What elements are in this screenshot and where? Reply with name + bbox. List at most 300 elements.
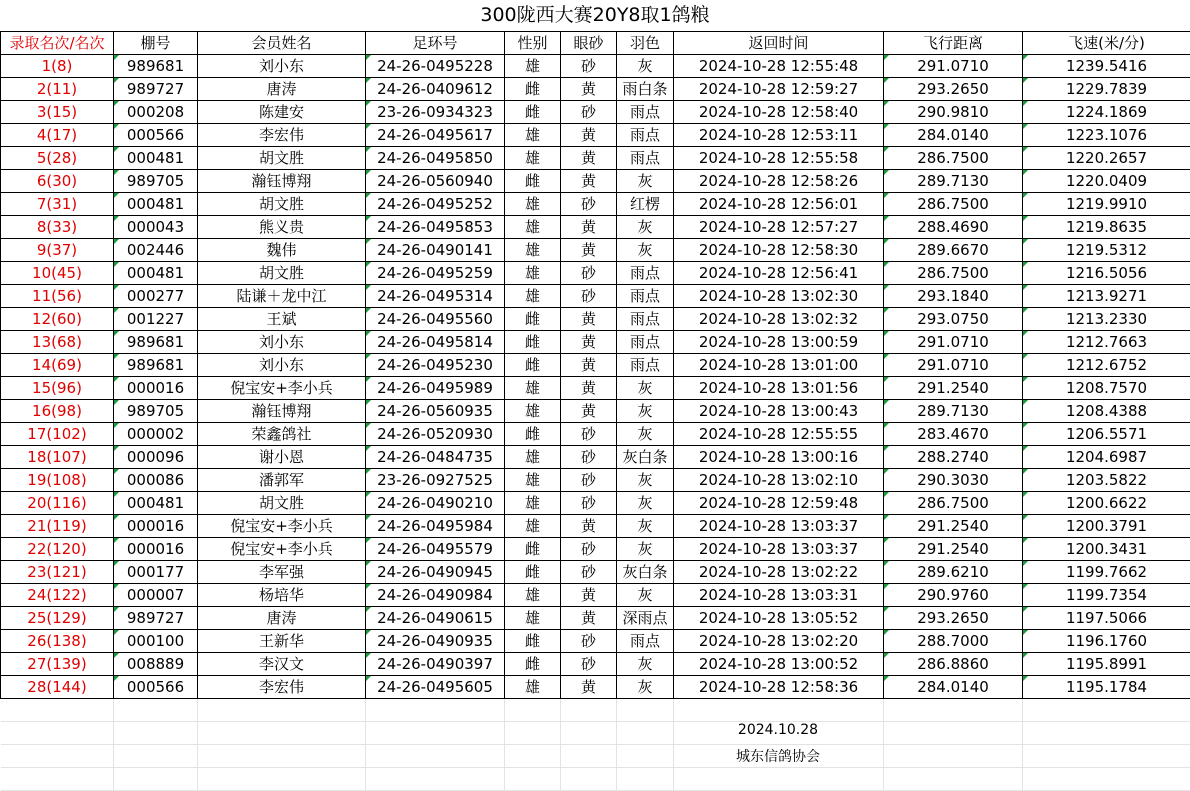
cell-sex[interactable]: 雄: [505, 515, 561, 538]
cell-feather-color[interactable]: 灰: [617, 676, 674, 699]
cell-loft-no[interactable]: 000177: [114, 561, 198, 584]
cell-return-time[interactable]: 2024-10-28 12:57:27: [674, 216, 884, 239]
empty-cell[interactable]: [505, 699, 561, 722]
cell-return-time[interactable]: 2024-10-28 13:02:30: [674, 285, 884, 308]
cell-eye-sand[interactable]: 黄: [561, 124, 617, 147]
cell-member-name[interactable]: 熊义贵: [198, 216, 366, 239]
cell-member-name[interactable]: 胡文胜: [198, 147, 366, 170]
header-sex[interactable]: 性别: [505, 32, 561, 55]
cell-flight-distance[interactable]: 284.0140: [884, 676, 1023, 699]
cell-flight-speed[interactable]: 1229.7839: [1023, 78, 1190, 101]
cell-sex[interactable]: 雌: [505, 78, 561, 101]
cell-flight-distance[interactable]: 291.0710: [884, 55, 1023, 78]
cell-flight-speed[interactable]: 1199.7662: [1023, 561, 1190, 584]
cell-flight-speed[interactable]: 1196.1760: [1023, 630, 1190, 653]
cell-flight-distance[interactable]: 286.7500: [884, 147, 1023, 170]
cell-return-time[interactable]: 2024-10-28 12:56:01: [674, 193, 884, 216]
empty-cell[interactable]: [114, 745, 198, 768]
cell-eye-sand[interactable]: 砂: [561, 446, 617, 469]
cell-feather-color[interactable]: 灰: [617, 216, 674, 239]
cell-rank[interactable]: 16(98): [1, 400, 114, 423]
cell-rank[interactable]: 18(107): [1, 446, 114, 469]
cell-rank[interactable]: 4(17): [1, 124, 114, 147]
cell-feather-color[interactable]: 灰: [617, 653, 674, 676]
cell-sex[interactable]: 雄: [505, 400, 561, 423]
cell-flight-speed[interactable]: 1216.5056: [1023, 262, 1190, 285]
cell-flight-speed[interactable]: 1220.2657: [1023, 147, 1190, 170]
cell-loft-no[interactable]: 000007: [114, 584, 198, 607]
cell-member-name[interactable]: 倪宝安+李小兵: [198, 515, 366, 538]
cell-loft-no[interactable]: 001227: [114, 308, 198, 331]
cell-eye-sand[interactable]: 黄: [561, 216, 617, 239]
cell-return-time[interactable]: 2024-10-28 12:55:48: [674, 55, 884, 78]
cell-flight-speed[interactable]: 1199.7354: [1023, 584, 1190, 607]
cell-flight-distance[interactable]: 283.4670: [884, 423, 1023, 446]
cell-sex[interactable]: 雄: [505, 239, 561, 262]
cell-eye-sand[interactable]: 砂: [561, 101, 617, 124]
cell-loft-no[interactable]: 989727: [114, 607, 198, 630]
cell-loft-no[interactable]: 000481: [114, 492, 198, 515]
cell-feather-color[interactable]: 灰: [617, 538, 674, 561]
cell-ring-no[interactable]: 24-26-0490615: [366, 607, 505, 630]
cell-member-name[interactable]: 王斌: [198, 308, 366, 331]
cell-flight-distance[interactable]: 290.9810: [884, 101, 1023, 124]
cell-eye-sand[interactable]: 砂: [561, 653, 617, 676]
cell-eye-sand[interactable]: 黄: [561, 308, 617, 331]
cell-rank[interactable]: 3(15): [1, 101, 114, 124]
cell-eye-sand[interactable]: 黄: [561, 377, 617, 400]
cell-flight-distance[interactable]: 289.7130: [884, 400, 1023, 423]
empty-cell[interactable]: [617, 699, 674, 722]
empty-cell[interactable]: [198, 699, 366, 722]
cell-loft-no[interactable]: 989705: [114, 170, 198, 193]
cell-flight-speed[interactable]: 1213.2330: [1023, 308, 1190, 331]
cell-sex[interactable]: 雄: [505, 55, 561, 78]
cell-sex[interactable]: 雄: [505, 285, 561, 308]
cell-flight-distance[interactable]: 291.2540: [884, 377, 1023, 400]
cell-ring-no[interactable]: 24-26-0495853: [366, 216, 505, 239]
cell-ring-no[interactable]: 24-26-0490210: [366, 492, 505, 515]
cell-sex[interactable]: 雄: [505, 193, 561, 216]
cell-flight-speed[interactable]: 1208.7570: [1023, 377, 1190, 400]
cell-loft-no[interactable]: 000566: [114, 124, 198, 147]
empty-cell[interactable]: [1, 745, 114, 768]
empty-cell[interactable]: [674, 768, 884, 791]
header-loft-no[interactable]: 棚号: [114, 32, 198, 55]
cell-feather-color[interactable]: 灰: [617, 400, 674, 423]
cell-sex[interactable]: 雌: [505, 561, 561, 584]
cell-sex[interactable]: 雌: [505, 101, 561, 124]
empty-cell[interactable]: [561, 768, 617, 791]
cell-flight-distance[interactable]: 286.8860: [884, 653, 1023, 676]
cell-member-name[interactable]: 瀚钰博翔: [198, 400, 366, 423]
cell-member-name[interactable]: 刘小东: [198, 331, 366, 354]
empty-cell[interactable]: [1023, 699, 1190, 722]
header-ring-no[interactable]: 足环号: [366, 32, 505, 55]
cell-member-name[interactable]: 李汉文: [198, 653, 366, 676]
cell-member-name[interactable]: 刘小东: [198, 55, 366, 78]
cell-return-time[interactable]: 2024-10-28 12:59:27: [674, 78, 884, 101]
cell-member-name[interactable]: 唐涛: [198, 78, 366, 101]
cell-flight-speed[interactable]: 1219.9910: [1023, 193, 1190, 216]
cell-ring-no[interactable]: 24-26-0490945: [366, 561, 505, 584]
cell-eye-sand[interactable]: 黄: [561, 676, 617, 699]
cell-sex[interactable]: 雄: [505, 607, 561, 630]
empty-cell[interactable]: [617, 722, 674, 745]
cell-rank[interactable]: 17(102): [1, 423, 114, 446]
cell-loft-no[interactable]: 000096: [114, 446, 198, 469]
cell-return-time[interactable]: 2024-10-28 12:58:30: [674, 239, 884, 262]
cell-flight-speed[interactable]: 1208.4388: [1023, 400, 1190, 423]
cell-return-time[interactable]: 2024-10-28 12:56:41: [674, 262, 884, 285]
cell-return-time[interactable]: 2024-10-28 13:00:59: [674, 331, 884, 354]
empty-cell[interactable]: [505, 722, 561, 745]
cell-eye-sand[interactable]: 黄: [561, 584, 617, 607]
cell-ring-no[interactable]: 24-26-0495617: [366, 124, 505, 147]
empty-cell[interactable]: [114, 722, 198, 745]
cell-feather-color[interactable]: 雨点: [617, 147, 674, 170]
cell-feather-color[interactable]: 灰: [617, 423, 674, 446]
cell-rank[interactable]: 5(28): [1, 147, 114, 170]
cell-eye-sand[interactable]: 砂: [561, 630, 617, 653]
cell-feather-color[interactable]: 雨点: [617, 630, 674, 653]
cell-loft-no[interactable]: 000277: [114, 285, 198, 308]
empty-cell[interactable]: [366, 699, 505, 722]
cell-flight-speed[interactable]: 1223.1076: [1023, 124, 1190, 147]
cell-flight-speed[interactable]: 1212.6752: [1023, 354, 1190, 377]
cell-return-time[interactable]: 2024-10-28 12:58:40: [674, 101, 884, 124]
cell-member-name[interactable]: 胡文胜: [198, 193, 366, 216]
cell-loft-no[interactable]: 000100: [114, 630, 198, 653]
cell-eye-sand[interactable]: 黄: [561, 400, 617, 423]
empty-cell[interactable]: [1023, 768, 1190, 791]
cell-rank[interactable]: 23(121): [1, 561, 114, 584]
header-flight-distance[interactable]: 飞行距离: [884, 32, 1023, 55]
cell-flight-speed[interactable]: 1203.5822: [1023, 469, 1190, 492]
cell-eye-sand[interactable]: 黄: [561, 354, 617, 377]
cell-flight-speed[interactable]: 1200.6622: [1023, 492, 1190, 515]
cell-rank[interactable]: 27(139): [1, 653, 114, 676]
cell-ring-no[interactable]: 24-26-0495314: [366, 285, 505, 308]
cell-flight-speed[interactable]: 1212.7663: [1023, 331, 1190, 354]
cell-flight-speed[interactable]: 1219.5312: [1023, 239, 1190, 262]
empty-cell[interactable]: [617, 768, 674, 791]
cell-loft-no[interactable]: 000016: [114, 515, 198, 538]
cell-return-time[interactable]: 2024-10-28 13:00:52: [674, 653, 884, 676]
cell-flight-speed[interactable]: 1206.5571: [1023, 423, 1190, 446]
cell-feather-color[interactable]: 灰: [617, 492, 674, 515]
cell-feather-color[interactable]: 雨点: [617, 262, 674, 285]
header-feather-color[interactable]: 羽色: [617, 32, 674, 55]
cell-feather-color[interactable]: 雨点: [617, 101, 674, 124]
cell-loft-no[interactable]: 000208: [114, 101, 198, 124]
cell-ring-no[interactable]: 24-26-0490935: [366, 630, 505, 653]
cell-eye-sand[interactable]: 砂: [561, 55, 617, 78]
cell-sex[interactable]: 雌: [505, 331, 561, 354]
cell-sex[interactable]: 雌: [505, 354, 561, 377]
cell-member-name[interactable]: 谢小恩: [198, 446, 366, 469]
cell-return-time[interactable]: 2024-10-28 13:03:31: [674, 584, 884, 607]
cell-eye-sand[interactable]: 砂: [561, 262, 617, 285]
cell-flight-distance[interactable]: 289.6210: [884, 561, 1023, 584]
cell-eye-sand[interactable]: 黄: [561, 239, 617, 262]
cell-flight-speed[interactable]: 1195.8991: [1023, 653, 1190, 676]
cell-eye-sand[interactable]: 砂: [561, 469, 617, 492]
cell-flight-speed[interactable]: 1239.5416: [1023, 55, 1190, 78]
cell-ring-no[interactable]: 24-26-0409612: [366, 78, 505, 101]
cell-member-name[interactable]: 刘小东: [198, 354, 366, 377]
cell-loft-no[interactable]: 008889: [114, 653, 198, 676]
cell-flight-distance[interactable]: 286.7500: [884, 193, 1023, 216]
cell-rank[interactable]: 15(96): [1, 377, 114, 400]
cell-loft-no[interactable]: 000481: [114, 193, 198, 216]
cell-eye-sand[interactable]: 砂: [561, 285, 617, 308]
cell-sex[interactable]: 雌: [505, 170, 561, 193]
cell-loft-no[interactable]: 989681: [114, 55, 198, 78]
cell-flight-distance[interactable]: 293.0750: [884, 308, 1023, 331]
cell-rank[interactable]: 28(144): [1, 676, 114, 699]
cell-flight-distance[interactable]: 286.7500: [884, 262, 1023, 285]
empty-cell[interactable]: [114, 768, 198, 791]
cell-member-name[interactable]: 唐涛: [198, 607, 366, 630]
header-flight-speed[interactable]: 飞速(米/分): [1023, 32, 1190, 55]
cell-feather-color[interactable]: 灰: [617, 469, 674, 492]
empty-cell[interactable]: [1023, 745, 1190, 768]
cell-flight-distance[interactable]: 289.6670: [884, 239, 1023, 262]
header-member-name[interactable]: 会员姓名: [198, 32, 366, 55]
cell-loft-no[interactable]: 989705: [114, 400, 198, 423]
empty-cell[interactable]: [674, 699, 884, 722]
cell-eye-sand[interactable]: 黄: [561, 607, 617, 630]
cell-return-time[interactable]: 2024-10-28 13:05:52: [674, 607, 884, 630]
cell-eye-sand[interactable]: 砂: [561, 492, 617, 515]
cell-feather-color[interactable]: 灰: [617, 377, 674, 400]
cell-rank[interactable]: 6(30): [1, 170, 114, 193]
empty-cell[interactable]: [617, 745, 674, 768]
cell-return-time[interactable]: 2024-10-28 12:58:36: [674, 676, 884, 699]
cell-flight-distance[interactable]: 291.0710: [884, 354, 1023, 377]
cell-sex[interactable]: 雄: [505, 262, 561, 285]
cell-return-time[interactable]: 2024-10-28 13:02:20: [674, 630, 884, 653]
cell-flight-distance[interactable]: 288.7000: [884, 630, 1023, 653]
cell-sex[interactable]: 雄: [505, 377, 561, 400]
cell-flight-speed[interactable]: 1213.9271: [1023, 285, 1190, 308]
empty-cell[interactable]: [561, 745, 617, 768]
cell-sex[interactable]: 雄: [505, 446, 561, 469]
cell-return-time[interactable]: 2024-10-28 13:00:43: [674, 400, 884, 423]
cell-flight-distance[interactable]: 293.1840: [884, 285, 1023, 308]
header-eye-sand[interactable]: 眼砂: [561, 32, 617, 55]
cell-loft-no[interactable]: 000481: [114, 147, 198, 170]
cell-feather-color[interactable]: 灰: [617, 170, 674, 193]
cell-sex[interactable]: 雌: [505, 538, 561, 561]
cell-feather-color[interactable]: 灰: [617, 239, 674, 262]
cell-loft-no[interactable]: 989727: [114, 78, 198, 101]
cell-ring-no[interactable]: 24-26-0560940: [366, 170, 505, 193]
cell-feather-color[interactable]: 深雨点: [617, 607, 674, 630]
cell-flight-speed[interactable]: 1220.0409: [1023, 170, 1190, 193]
cell-rank[interactable]: 2(11): [1, 78, 114, 101]
cell-member-name[interactable]: 李宏伟: [198, 124, 366, 147]
cell-member-name[interactable]: 胡文胜: [198, 492, 366, 515]
cell-member-name[interactable]: 李宏伟: [198, 676, 366, 699]
cell-loft-no[interactable]: 000086: [114, 469, 198, 492]
cell-member-name[interactable]: 潘郭军: [198, 469, 366, 492]
cell-return-time[interactable]: 2024-10-28 12:55:55: [674, 423, 884, 446]
cell-sex[interactable]: 雌: [505, 653, 561, 676]
cell-rank[interactable]: 25(129): [1, 607, 114, 630]
cell-flight-distance[interactable]: 290.3030: [884, 469, 1023, 492]
cell-member-name[interactable]: 瀚钰博翔: [198, 170, 366, 193]
cell-flight-distance[interactable]: 288.4690: [884, 216, 1023, 239]
empty-cell[interactable]: [198, 745, 366, 768]
cell-rank[interactable]: 11(56): [1, 285, 114, 308]
cell-eye-sand[interactable]: 黄: [561, 331, 617, 354]
cell-member-name[interactable]: 王新华: [198, 630, 366, 653]
cell-member-name[interactable]: 陆谦＋龙中江: [198, 285, 366, 308]
cell-return-time[interactable]: 2024-10-28 12:58:26: [674, 170, 884, 193]
cell-loft-no[interactable]: 000566: [114, 676, 198, 699]
empty-cell[interactable]: [198, 722, 366, 745]
cell-flight-speed[interactable]: 1200.3791: [1023, 515, 1190, 538]
cell-eye-sand[interactable]: 黄: [561, 170, 617, 193]
cell-feather-color[interactable]: 雨点: [617, 285, 674, 308]
cell-loft-no[interactable]: 989681: [114, 354, 198, 377]
cell-return-time[interactable]: 2024-10-28 13:02:22: [674, 561, 884, 584]
cell-ring-no[interactable]: 24-26-0495989: [366, 377, 505, 400]
cell-loft-no[interactable]: 000016: [114, 377, 198, 400]
cell-flight-speed[interactable]: 1224.1869: [1023, 101, 1190, 124]
cell-rank[interactable]: 10(45): [1, 262, 114, 285]
cell-sex[interactable]: 雄: [505, 492, 561, 515]
cell-return-time[interactable]: 2024-10-28 13:01:56: [674, 377, 884, 400]
cell-rank[interactable]: 22(120): [1, 538, 114, 561]
cell-ring-no[interactable]: 24-26-0495850: [366, 147, 505, 170]
cell-loft-no[interactable]: 000016: [114, 538, 198, 561]
cell-feather-color[interactable]: 雨点: [617, 124, 674, 147]
cell-rank[interactable]: 26(138): [1, 630, 114, 653]
cell-eye-sand[interactable]: 黄: [561, 147, 617, 170]
cell-flight-distance[interactable]: 290.9760: [884, 584, 1023, 607]
cell-member-name[interactable]: 魏伟: [198, 239, 366, 262]
cell-rank[interactable]: 14(69): [1, 354, 114, 377]
cell-member-name[interactable]: 李军强: [198, 561, 366, 584]
cell-ring-no[interactable]: 24-26-0484735: [366, 446, 505, 469]
cell-sex[interactable]: 雄: [505, 124, 561, 147]
cell-eye-sand[interactable]: 黄: [561, 515, 617, 538]
cell-return-time[interactable]: 2024-10-28 13:03:37: [674, 538, 884, 561]
cell-feather-color[interactable]: 灰: [617, 515, 674, 538]
cell-flight-distance[interactable]: 291.0710: [884, 331, 1023, 354]
cell-return-time[interactable]: 2024-10-28 13:01:00: [674, 354, 884, 377]
cell-flight-distance[interactable]: 286.7500: [884, 492, 1023, 515]
cell-sex[interactable]: 雌: [505, 308, 561, 331]
cell-flight-speed[interactable]: 1197.5066: [1023, 607, 1190, 630]
empty-cell[interactable]: [366, 745, 505, 768]
cell-rank[interactable]: 12(60): [1, 308, 114, 331]
cell-flight-distance[interactable]: 293.2650: [884, 607, 1023, 630]
cell-flight-distance[interactable]: 291.2540: [884, 538, 1023, 561]
cell-rank[interactable]: 20(116): [1, 492, 114, 515]
cell-return-time[interactable]: 2024-10-28 13:03:37: [674, 515, 884, 538]
empty-cell[interactable]: [1023, 722, 1190, 745]
cell-return-time[interactable]: 2024-10-28 12:53:11: [674, 124, 884, 147]
cell-return-time[interactable]: 2024-10-28 13:02:10: [674, 469, 884, 492]
cell-sex[interactable]: 雄: [505, 469, 561, 492]
cell-flight-distance[interactable]: 293.2650: [884, 78, 1023, 101]
cell-rank[interactable]: 24(122): [1, 584, 114, 607]
cell-feather-color[interactable]: 红楞: [617, 193, 674, 216]
cell-sex[interactable]: 雌: [505, 630, 561, 653]
cell-ring-no[interactable]: 23-26-0934323: [366, 101, 505, 124]
cell-member-name[interactable]: 倪宝安+李小兵: [198, 538, 366, 561]
empty-cell[interactable]: [114, 699, 198, 722]
cell-ring-no[interactable]: 24-26-0520930: [366, 423, 505, 446]
cell-rank[interactable]: 7(31): [1, 193, 114, 216]
cell-sex[interactable]: 雄: [505, 216, 561, 239]
header-return-time[interactable]: 返回时间: [674, 32, 884, 55]
empty-cell[interactable]: [366, 768, 505, 791]
cell-rank[interactable]: 1(8): [1, 55, 114, 78]
cell-ring-no[interactable]: 24-26-0490141: [366, 239, 505, 262]
empty-cell[interactable]: [1, 699, 114, 722]
cell-sex[interactable]: 雄: [505, 584, 561, 607]
cell-loft-no[interactable]: 000043: [114, 216, 198, 239]
cell-eye-sand[interactable]: 砂: [561, 193, 617, 216]
cell-ring-no[interactable]: 24-26-0560935: [366, 400, 505, 423]
cell-sex[interactable]: 雄: [505, 676, 561, 699]
header-rank[interactable]: 录取名次/名次: [1, 32, 114, 55]
cell-ring-no[interactable]: 24-26-0495605: [366, 676, 505, 699]
cell-rank[interactable]: 9(37): [1, 239, 114, 262]
cell-flight-distance[interactable]: 291.2540: [884, 515, 1023, 538]
cell-feather-color[interactable]: 雨点: [617, 331, 674, 354]
cell-sex[interactable]: 雄: [505, 147, 561, 170]
cell-ring-no[interactable]: 24-26-0490984: [366, 584, 505, 607]
cell-flight-speed[interactable]: 1200.3431: [1023, 538, 1190, 561]
empty-cell[interactable]: [561, 699, 617, 722]
cell-ring-no[interactable]: 24-26-0495252: [366, 193, 505, 216]
cell-loft-no[interactable]: 989681: [114, 331, 198, 354]
cell-member-name[interactable]: 杨培华: [198, 584, 366, 607]
cell-feather-color[interactable]: 灰白条: [617, 446, 674, 469]
cell-feather-color[interactable]: 灰: [617, 55, 674, 78]
cell-loft-no[interactable]: 000002: [114, 423, 198, 446]
cell-feather-color[interactable]: 灰: [617, 584, 674, 607]
cell-feather-color[interactable]: 雨点: [617, 354, 674, 377]
cell-eye-sand[interactable]: 黄: [561, 78, 617, 101]
cell-rank[interactable]: 19(108): [1, 469, 114, 492]
cell-flight-speed[interactable]: 1219.8635: [1023, 216, 1190, 239]
cell-ring-no[interactable]: 24-26-0495579: [366, 538, 505, 561]
cell-feather-color[interactable]: 雨白条: [617, 78, 674, 101]
cell-return-time[interactable]: 2024-10-28 13:02:32: [674, 308, 884, 331]
cell-rank[interactable]: 13(68): [1, 331, 114, 354]
empty-cell[interactable]: [1, 768, 114, 791]
cell-eye-sand[interactable]: 砂: [561, 561, 617, 584]
cell-flight-distance[interactable]: 284.0140: [884, 124, 1023, 147]
empty-cell[interactable]: [366, 722, 505, 745]
empty-cell[interactable]: [505, 745, 561, 768]
cell-rank[interactable]: 8(33): [1, 216, 114, 239]
cell-flight-distance[interactable]: 289.7130: [884, 170, 1023, 193]
cell-ring-no[interactable]: 24-26-0495560: [366, 308, 505, 331]
cell-ring-no[interactable]: 24-26-0495984: [366, 515, 505, 538]
empty-cell[interactable]: [1, 722, 114, 745]
empty-cell[interactable]: [884, 768, 1023, 791]
cell-rank[interactable]: 21(119): [1, 515, 114, 538]
cell-ring-no[interactable]: 24-26-0490397: [366, 653, 505, 676]
